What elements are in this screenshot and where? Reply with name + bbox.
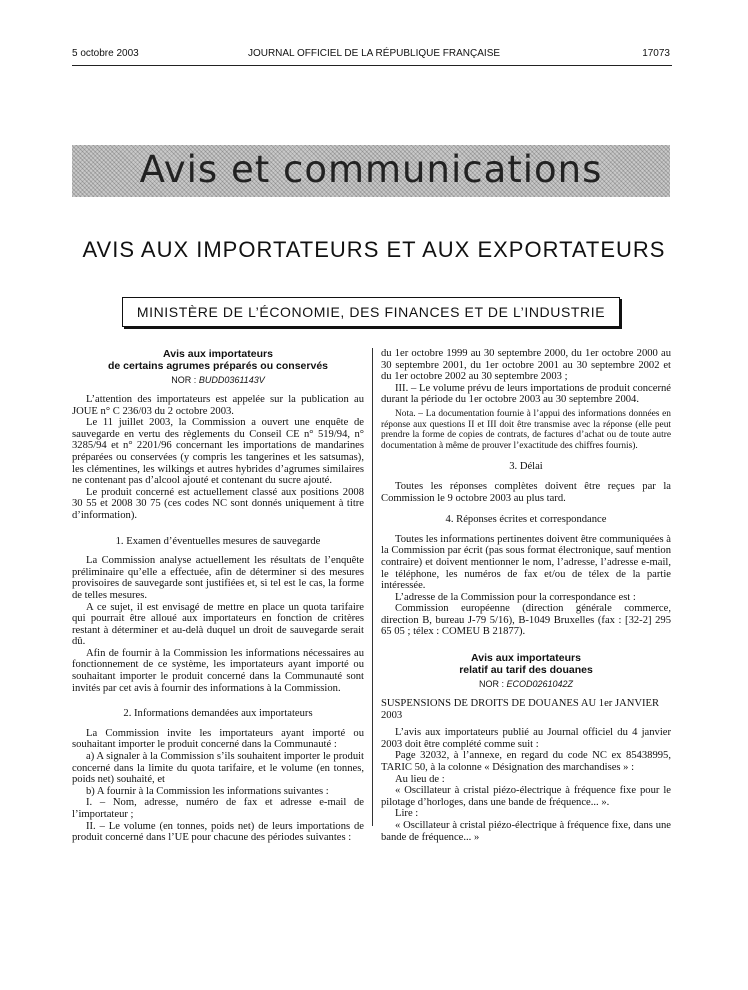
subsection-heading: 2. Informations demandées aux importateurs	[123, 708, 313, 720]
nor-code: ECOD0261042Z	[506, 679, 574, 690]
list-item: a) A signaler à la Commission s’ils souhaitent importer le produit concerné dans la limite du quota tarifaire, et le volume (en tonnes, poids net) souhaité, et	[72, 751, 364, 786]
header-rule	[72, 65, 672, 66]
section-title: AVIS AUX IMPORTATEURS ET AUX EXPORTATEURS	[82, 237, 666, 262]
paragraph: Toutes les réponses complètes doivent être reçues par la Commission le 9 octobre 2003 au plus tard.	[381, 480, 671, 504]
list-item: II. – Le volume (en tonnes, poids net) de leurs importations de produit concerné dans l’UE pour chacune des périodes suivantes :	[72, 820, 364, 844]
header-page-number: 17073	[642, 48, 670, 59]
list-item: I. – Nom, adresse, numéro de fax et adresse e-mail de l’importateur ;	[72, 797, 364, 820]
notice-subtitle: de certains agrumes préparés ou conservés	[107, 360, 329, 372]
paragraph: Page 32032, à l’annexe, en regard du code NC ex 85438995, TARIC 50, à la colonne « Désignation des marchandises » :	[381, 750, 671, 774]
paragraph: Toutes les informations pertinentes doivent être communiquées à la Commission par écrit (pas sous format électronique, sauf mention contraire) et doivent mentionner le nom, l’adresse, l’adresse e-mail, le téléphone, les numéros de fax et/ou de télex de la partie intéressée.	[381, 533, 671, 592]
paragraph: Le produit concerné est actuellement classé aux positions 2008 30 55 et 2008 30 75 (ces codes NC sont donnés uniquement à titre d’information).	[72, 486, 364, 521]
running-header	[0, 48, 748, 64]
paragraph: L’avis aux importateurs publié au Journal officiel du 4 janvier 2003 doit être complété comme suit :	[381, 727, 671, 750]
paragraph: Au lieu de :	[395, 773, 445, 785]
nor-reference: NOR : ECOD0261042Z	[478, 679, 574, 690]
subsection-heading: 3. Délai	[509, 461, 543, 473]
paragraph: « Oscillateur à cristal piézo-électrique à fréquence fixe, dans une bande de fréquence... »	[381, 820, 671, 843]
paragraph: Afin de fournir à la Commission les informations nécessaires au fonctionnement de ce système, les importateurs ayant importé ou souhaitant importer le produit concerné dans la Communauté sont invités par cet avis à fournir des informations à la Commission.	[72, 647, 364, 694]
list-item: b) A fournir à la Commission les informations suivantes :	[86, 785, 329, 797]
column-divider	[372, 348, 373, 826]
note: Nota. – La documentation fournie à l’appui des informations données en réponse aux questions II et III doit être transmise avec la réponse (elle peut prendre la forme de copies de contrats, de factures d’achat ou de toute autre documentation à même de prouver l’exactitude des chiffres fournis).	[381, 408, 671, 451]
subsection-heading: 1. Examen d’éventuelles mesures de sauvegarde	[115, 535, 321, 547]
paragraph: La Commission analyse actuellement les résultats de l’enquête préliminaire qu’elle a effectuée, afin de déterminer si des mesures provisoires de sauvegarde sont justifiées et, si tel est le cas, la forme de telles mesures.	[72, 555, 364, 601]
header-date: 5 octobre 2003	[72, 48, 139, 59]
notice-title: Avis aux importateurs	[471, 652, 581, 665]
paragraph: La Commission invite les importateurs ayant importé ou souhaitant importer le produit concerné dans la Communauté :	[72, 727, 364, 751]
right-column	[381, 348, 671, 843]
notice-title: Avis aux importateurs	[163, 348, 273, 360]
nor-code: BUDD0361143V	[198, 375, 265, 385]
notice-subtitle: relatif au tarif des douanes	[459, 664, 593, 677]
subsection-heading: 4. Réponses écrites et correspondance	[445, 514, 607, 526]
ministry-box: MINISTÈRE DE L’ÉCONOMIE, DES FINANCES ET DE L’INDUSTRIE	[122, 297, 620, 327]
paragraph: du 1er octobre 1999 au 30 septembre 2000, du 1er octobre 2000 au 30 septembre 2001, du 1er octobre 2001 au 30 septembre 2002 et du 1er octobre 2002 au 30 septembre 2003 ;	[381, 348, 671, 383]
header-journal: JOURNAL OFFICIEL DE LA RÉPUBLIQUE FRANÇAISE	[247, 48, 501, 59]
nor-reference: NOR : BUDD0361143V	[171, 375, 265, 385]
left-column	[72, 348, 364, 844]
paragraph: A ce sujet, il est envisagé de mettre en place un quota tarifaire qui pourrait être alloué aux importateurs en fonction de critères restant à déterminer et au-delà duquel un droit de sauvegarde serait dû.	[72, 601, 364, 648]
caps-heading: SUSPENSIONS DE DROITS DE DOUANES AU 1er JANVIER 2003	[381, 698, 660, 721]
paragraph: L’adresse de la Commission pour la correspondance est :	[395, 591, 636, 603]
paragraph: Commission européenne (direction générale commerce, direction B, bureau J-79 5/16), B-1049 Bruxelles (fax : [32-2] 295 65 05 ; télex : COMEU B 21877).	[381, 603, 671, 638]
list-item: III. – Le volume prévu de leurs importations de produit concerné durant la période du 1er octobre 2003 au 30 septembre 2004.	[381, 382, 671, 406]
section-banner	[72, 145, 670, 197]
paragraph: Lire :	[395, 808, 419, 820]
paragraph: Le 11 juillet 2003, la Commission a ouvert une enquête de sauvegarde en vertu des règlements du Conseil CE n° 519/94, n° 3285/94 et n° 2201/96 concernant les importations de mandarines préparées ou conservées (y compris les tangerines et les satsumas), les clémentines, les wilkings et autres hybrides d’agrumes similaires ne contenant pas d’alcool ajouté et contenant du sucre ajouté.	[72, 417, 364, 487]
paragraph: L’attention des importateurs est appelée sur la publication au JOUE n° C 236/03 du 2 octobre 2003.	[72, 394, 364, 417]
banner-title: Avis et communications	[139, 148, 603, 191]
paragraph: « Oscillateur à cristal piézo-électrique à fréquence fixe pour le pilotage d’horloges, dans une bande de fréquence... ».	[381, 785, 671, 808]
